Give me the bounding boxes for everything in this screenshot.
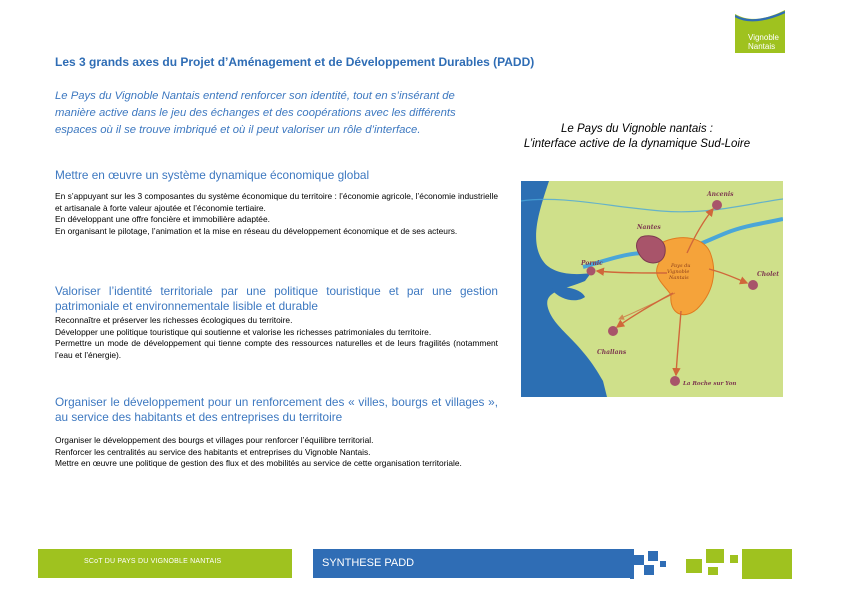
section-2-body (55, 315, 498, 361)
label-ancenis: Ancenis (707, 191, 734, 198)
section-3-item: Organiser le développement des bourgs et villages pour renforcer l’équilibre territorial. (55, 435, 374, 445)
city-la-roche (670, 376, 680, 386)
section-1-title: Mettre en œuvre un système dynamique économique global (55, 168, 370, 182)
label-pornic: Pornic (581, 260, 603, 267)
vignoble-nantais-logo (735, 8, 785, 53)
city-challans (608, 326, 618, 336)
label-pays-line: Nantais (669, 275, 689, 281)
footer-synthese-label: SYNTHESE PADD (322, 557, 415, 569)
footer-scot-label: SCoT DU PAYS DU VIGNOBLE NANTAIS (84, 558, 222, 565)
section-2-item: Permettre un mode de développement qui tienne compte des ressources naturelles et de leurs fragilités (notamment l’eau et l’énergie). (55, 338, 498, 360)
section-1-body (55, 191, 498, 237)
city-pornic (587, 267, 596, 276)
section-2-item: Développer une politique touristique qui soutienne et valorise les richesses patrimoniales du territoire. (55, 326, 432, 337)
logo-text-vignoble: Vignoble (748, 33, 779, 42)
label-pays-line: Pays du (671, 263, 691, 269)
page-title: Les 3 grands axes du Projet d’Aménagement et de Développement Durables (PADD) (55, 55, 535, 69)
city-ancenis (712, 200, 722, 210)
section-3-item: Renforcer les centralités au service des habitants et entreprises du Vignoble Nantais. (55, 446, 371, 457)
section-3-body (55, 435, 498, 470)
map-caption (492, 122, 782, 152)
label-la-roche: La Roche sur Yon (683, 381, 737, 387)
section-3-title: Organiser le développement pour un renforcement des « villes, bourgs et villages », au service des habitants et des entreprises du territoire (55, 395, 498, 424)
section-2-item: Reconnaître et préserver les richesses écologiques du territoire. (55, 315, 293, 325)
map-caption-line2: L’interface active de la dynamique Sud-Loire (523, 138, 751, 150)
city-cholet (748, 280, 758, 290)
label-nantes: Nantes (637, 224, 661, 231)
section-2-title: Valoriser l’identité territoriale par une politique touristique et par une gestion patrimoniale et environnementale lisible et durable (55, 284, 498, 313)
footer-left-band (38, 549, 292, 578)
label-pays (667, 263, 692, 281)
section-1-item: En développant une offre foncière et immobilière adaptée. (55, 214, 270, 225)
label-pays-line: Vignoble (667, 269, 690, 275)
map-caption-line1: Le Pays du Vignoble nantais : (561, 123, 713, 135)
section-1-item: En organisant le pilotage, l’animation et la mise en réseau du développement économique et de ses acteurs. (55, 225, 458, 236)
logo-text-nantais: Nantais (748, 42, 776, 51)
footer-decorative-squares (630, 549, 792, 579)
label-cholet: Cholet (757, 271, 780, 278)
section-3-item: Mettre en œuvre une politique de gestion des flux et des mobilités au service de cette organisation territoriale. (55, 458, 462, 469)
section-1-item: En s’appuyant sur les 3 composantes du système économique du territoire : l’économie agricole, l’économie industrielle et artisanale à forte valeur ajoutée et l’économie tertiaire. (55, 191, 498, 213)
intro-text: Le Pays du Vignoble Nantais entend renforcer son identité, tout en s’insérant de manière active dans le jeu des échanges et des coopérations avec les différents espaces où il se trouve imbriqué et où il peut valoriser un rôle d’interface. (55, 90, 456, 136)
territory-map (521, 181, 783, 397)
label-challans: Challans (597, 349, 627, 356)
footer-right-band (313, 549, 630, 578)
